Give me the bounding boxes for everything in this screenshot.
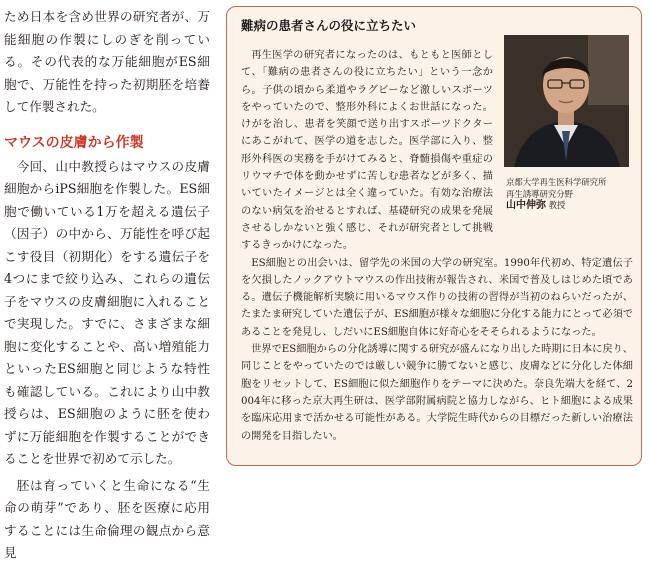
left-column — [4, 6, 210, 565]
intro-paragraph: ため日本を含め世界の研究者が、万能細胞の作製にしのぎを削っている。その代表的な万能細胞がES細胞で、万能性を持った初期胚を培養して作製された。 — [4, 9, 210, 114]
caption-name: 山中伸弥 — [506, 200, 546, 211]
caption-rank: 教授 — [548, 200, 566, 210]
body-paragraph-3: 胚は育っていくと生命になる“生命の萌芽”であり、胚を医療に応用することには生命倫理の観点から意見 — [4, 477, 210, 560]
sidebar-paragraph-1: 再生医学の研究者になったのは、もともと医師として、「難病の患者さんの役に立ちたい」という一念から。子供の頃から柔道やラグビーなど激しいスポーツをやっていたので、整形外科によくお世話になった。けがを治し、患者を笑顔で送り出すスポーツドクターにあこがれて、医学の道を志した。医学部に入り、整形外科医の実務を手がけてみると、脊髄損傷や重症のリウマチで体を動かせずに苦しむ患者などが多く、描いていたイメージとは全く違っていた。有効な治療法のない病気を治せるとすれば、基礎研究の成果を発展させるしかないと強く感じ、それが研究者として挑戦するきっかけになった。 — [241, 50, 493, 252]
sidebar-body — [241, 47, 633, 445]
sidebar-paragraph-3: 世界でES細胞からの分化誘導に関する研究が盛んになり出した時期に日本に戻り、同じことをやっていたのでは厳しい競争に勝てないと感じ、皮膚などに分化した体細胞をリセットして、ES細胞に似た細胞作りをテーマに決めた。奈良先端大を経て、2004年に移った京大再生研は、医学部附属病院と協力しながら、ヒト細胞による成果を臨床応用まで活かせる可能性がある。大学院生時代からの目標だった新しい治療法の開発を目指したい。 — [241, 344, 633, 442]
sidebar-paragraph-2: ES細胞との出会いは、留学先の米国の大学の研究室。1990年代初め、特定遺伝子を欠損したノックアウトマウスの作出技術が報告され、米国で普及しはじめた頃である。遺伝子機能解析実験に用いるマウス作りの技術の習得が当初のねらいだったが、たまたま研究していた遺伝子が、ES細胞が様々な細胞に分化する能力にとって必須であることを発見し、しだいにES細胞自体に好奇心をそそられるようになった。 — [241, 257, 633, 338]
sidebar-box — [226, 6, 642, 466]
section-heading: マウスの皮膚から作製 — [4, 134, 144, 151]
sidebar-title: 難病の患者さんの役に立ちたい — [241, 18, 417, 33]
caption-affiliation: 京都大学再生医科学研究所 — [506, 177, 607, 187]
body-paragraph-2: 今回、山中教授らはマウスの皮膚細胞からiPS細胞を作製した。ES細胞で働いている1万を超える遺伝子（因子）の中から、万能性を呼び起こす役目（初期化）をする遺伝子を4つにまで絞り込み、これらの遺伝子をマウスの皮膚細胞に入れることで実現した。すでに、さまざまな細胞に変化することや、高い増殖能力といったES細胞と同じような特性も確認している。これにより山中教授らは、ES細胞のように胚を使わずに万能細胞を作製することができることを世界で初めて示した。 — [4, 158, 210, 466]
caption-department: 再生誘導研究分野 — [506, 188, 573, 199]
